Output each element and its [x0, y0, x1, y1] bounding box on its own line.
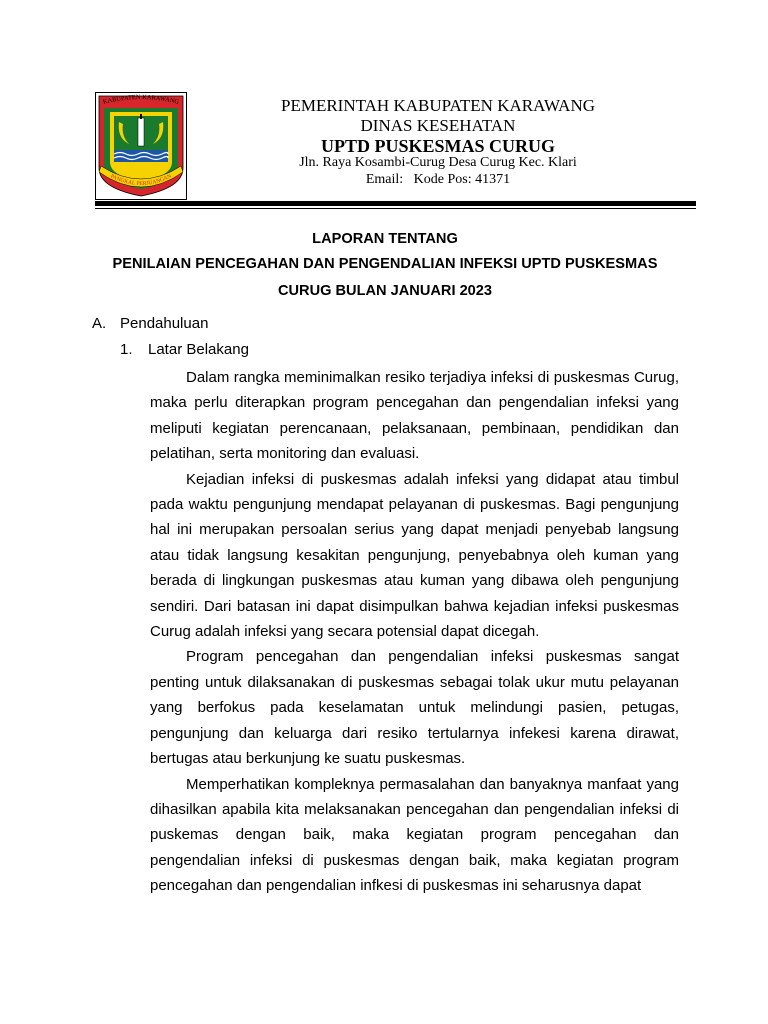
letterhead-department: DINAS KESEHATAN: [360, 116, 516, 135]
paragraph-2: Kejadian infeksi di puskesmas adalah infeksi yang didapat atau timbul pada waktu pengunjung mendapat pelayanan di puskesmas. Bagi pengunjung hal ini merupakan persoalan serius yang dapat menjadi penyebab langsung atau tidak langsung kesakitan pengunjung, penyebabnya oleh kuman yang berada di lingkungan puskesmas atau kuman yang dibawa oleh pengunjung sendiri. Dari batasan ini dapat disimpulkan bahwa kejadian infeksi puskesmas Curug adalah infeksi yang secara potensial dapat dicegah.: [150, 470, 679, 641]
paragraph-4: Memperhatikan kompleknya permasalahan dan banyaknya manfaat yang dihasilkan apabila kita melaksanakan pencegahan dan pengendalian infeksi di puskemas dengan baik, maka kegiatan program pencegahan dan pengendalian infeksi di puskesmas dengan baik, maka kegiatan program pencegahan dan pengendalian infkesi di puskesmas ini seharusnya dapat: [150, 775, 679, 895]
regency-logo: [95, 92, 187, 200]
paragraph-3: Program pencegahan dan pengendalian infeksi puskesmas sangat penting untuk dilaksanakan di puskesmas sebagai tolak ukur mutu pelayanan yang berfokus pada keselamatan untuk melindungi pasien, petugas, pengunjung dan keluarga dari resiko tertularnya infekesi karena dirawat, bertugas atau berkunjung ke suatu puskesmas.: [150, 648, 679, 768]
background-section-body: [150, 365, 679, 899]
report-title-line-3: CURUG BULAN JANUARI 2023: [277, 283, 493, 299]
logo-top-text: KABUPATEN KARAWANG: [102, 93, 180, 106]
report-title-line-1: LAPORAN TENTANG: [312, 231, 458, 247]
letterhead-address: Jln. Raya Kosambi-Curug Desa Curug Kec. Klari: [299, 155, 577, 170]
logo-bottom-text: PANGKAL PERJUANGAN: [109, 173, 173, 188]
subsection-1-title: Latar Belakang: [148, 341, 249, 358]
letterhead-contact: Email: Kode Pos: 41371: [365, 172, 511, 187]
letterhead-government: PEMERINTAH KABUPATEN KARAWANG: [281, 96, 595, 115]
karawang-emblem-icon: [95, 92, 187, 200]
letterhead-divider-thick: [95, 201, 696, 206]
report-title-line-2: PENILAIAN PENCEGAHAN DAN PENGENDALIAN INFEKSI UPTD PUSKESMAS: [112, 256, 658, 272]
letterhead-divider-thin: [95, 208, 696, 209]
section-a-number: A.: [92, 315, 107, 332]
section-a-title: Pendahuluan: [120, 315, 209, 332]
letterhead-institution: UPTD PUSKESMAS CURUG: [320, 136, 556, 156]
subsection-1-number: 1.: [120, 341, 133, 358]
paragraph-1: Dalam rangka meminimalkan resiko terjadiya infeksi di puskesmas Curug, maka perlu diterapkan program pencegahan dan pengendalian infeksi yang meliputi kegiatan perencanaan, pelaksanaan, pembinaan, pendidikan dan pelatihan, serta monitoring dan evaluasi.: [150, 369, 679, 463]
